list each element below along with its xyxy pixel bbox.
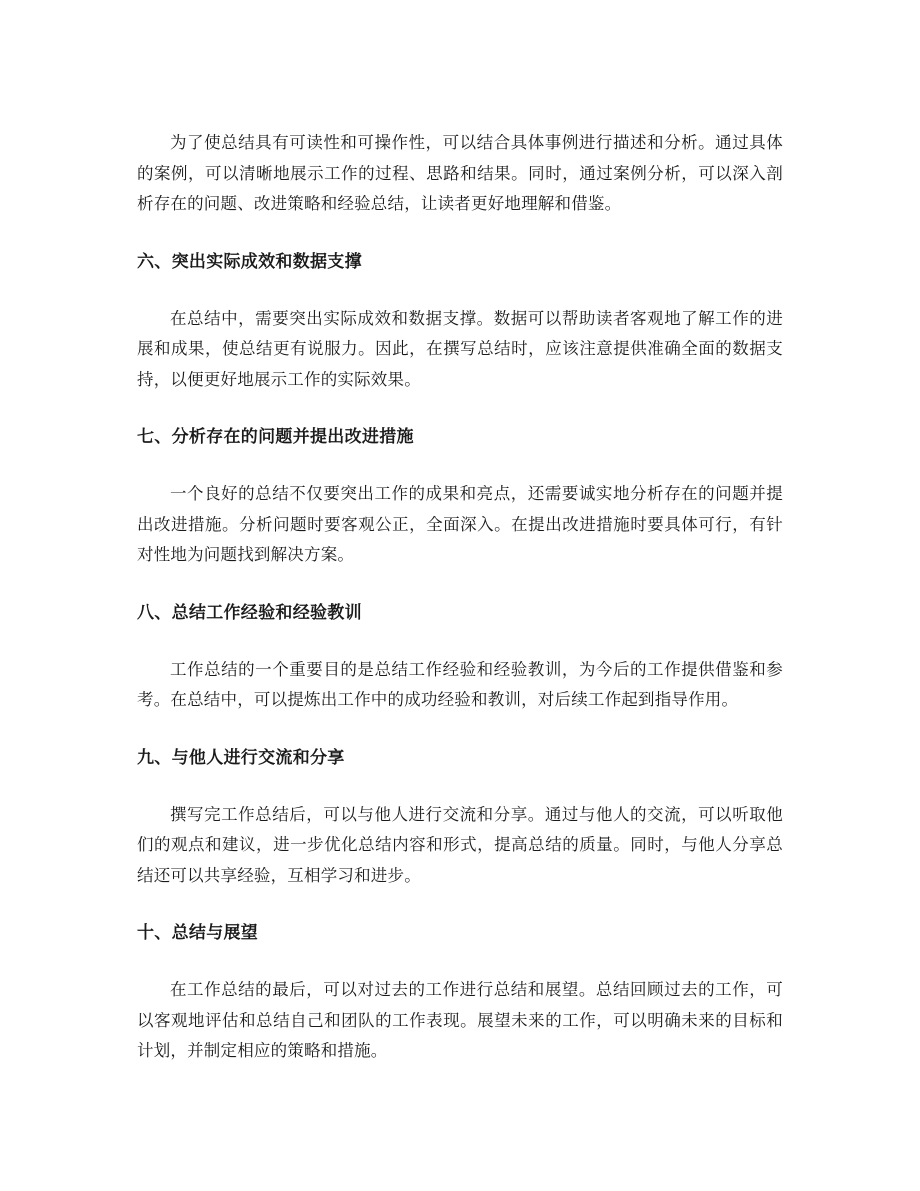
document-page	[137, 128, 783, 1067]
watermark-text: www.zixin.com.cn	[302, 548, 730, 602]
section-body-10: 在工作总结的最后，可以对过去的工作进行总结和展望。总结回顾过去的工作，可以客观地评估和总结自己和团队的工作表现。展望未来的工作，可以明确未来的目标和计划，并制定相应的策略和措施。	[137, 980, 783, 1060]
section-heading-10: 十、总结与展望	[137, 923, 259, 943]
section-body-8: 工作总结的一个重要目的是总结工作经验和经验教训，为今后的工作提供借鉴和参考。在总结中，可以提炼出工作中的成功经验和教训，对后续工作起到指导作用。	[137, 659, 783, 709]
section-body-7: 一个良好的总结不仅要突出工作的成果和亮点，还需要诚实地分析存在的问题并提出改进措施。分析问题时要客观公正，全面深入。在提出改进措施时要具体可行，有针对性地为问题找到解决方案。	[137, 484, 783, 564]
section-body-6: 在总结中，需要突出实际成效和数据支撑。数据可以帮助读者客观地了解工作的进展和成果，使总结更有说服力。因此，在撰写总结时，应该注意提供准确全面的数据支持，以便更好地展示工作的实际效果。	[137, 308, 783, 389]
section-heading-6: 六、突出实际成效和数据支撑	[137, 251, 362, 272]
section-heading-8: 八、总结工作经验和经验教训	[137, 602, 362, 623]
intro-paragraph: 为了使总结具有可读性和可操作性，可以结合具体事例进行描述和分析。通过具体的案例，可以清晰地展示工作的过程、思路和结果。同时，通过案例分析，可以深入剖析存在的问题、改进策略和经验总结，让读者更好地理解和借鉴。	[137, 133, 783, 213]
section-heading-9: 九、与他人进行交流和分享	[137, 747, 345, 768]
section-heading-7: 七、分析存在的问题并提出改进措施	[137, 427, 414, 447]
section-body-9: 撰写完工作总结后，可以与他人进行交流和分享。通过与他人的交流，可以听取他们的观点和建议，进一步优化总结内容和形式，提高总结的质量。同时，与他人分享总结还可以共享经验，互相学习和进步。	[137, 804, 783, 885]
